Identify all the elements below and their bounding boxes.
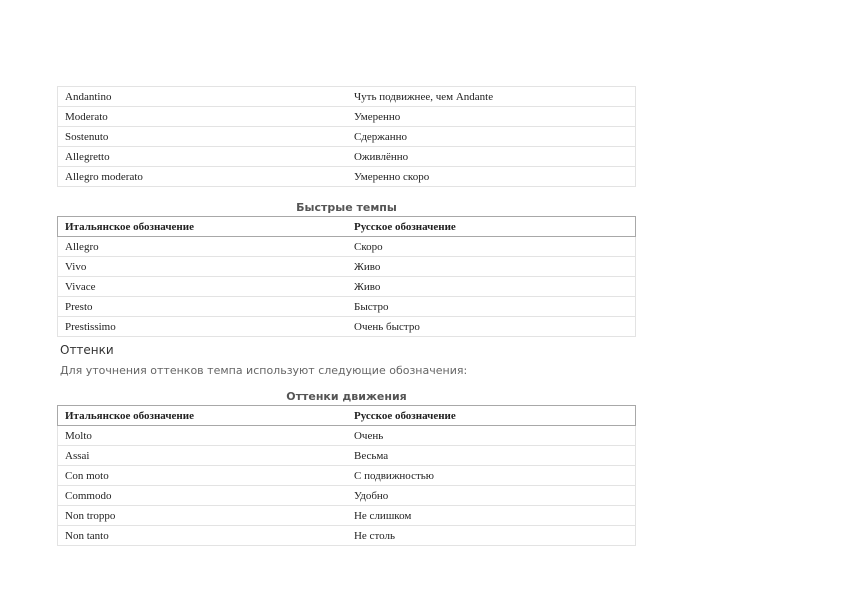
italian-term: Assai [58,446,347,466]
italian-term: Molto [58,426,347,446]
table-row [58,277,636,297]
italian-term: Vivo [58,257,348,277]
column-header-italian: Итальянское обозначение [58,406,347,426]
table-header-row [58,217,636,237]
russian-term: Умеренно [347,107,636,127]
italian-term: Non tanto [58,526,347,546]
table-row [58,526,636,546]
russian-term: Весьма [347,446,636,466]
russian-term: Очень быстро [347,317,636,337]
italian-term: Vivace [58,277,348,297]
italian-term: Con moto [58,466,347,486]
table-row [58,237,636,257]
tempo-table-fast [57,216,636,337]
russian-term: Живо [347,277,636,297]
italian-term: Sostenuto [58,127,347,147]
italian-term: Allegretto [58,147,347,167]
russian-term: Чуть подвижнее, чем Andante [347,87,636,107]
italian-term: Prestissimo [58,317,348,337]
table-row [58,107,636,127]
russian-term: Удобно [347,486,636,506]
russian-term: Не слишком [347,506,636,526]
italian-term: Andantino [58,87,347,107]
table-header-row [58,406,636,426]
italian-term: Presto [58,297,348,317]
italian-term: Non troppo [58,506,347,526]
table-row [58,486,636,506]
russian-term: Не столь [347,526,636,546]
italian-term: Allegro [58,237,348,257]
russian-term: Быстро [347,297,636,317]
table-row [58,506,636,526]
italian-term: Allegro moderato [58,167,347,187]
section-heading: Оттенки [60,343,114,357]
table-row [58,87,636,107]
column-header-russian: Русское обозначение [347,217,636,237]
table-caption-shades: Оттенки движения [286,390,407,403]
table-row [58,317,636,337]
russian-term: Живо [347,257,636,277]
table-row [58,257,636,277]
russian-term: С подвижностью [347,466,636,486]
russian-term: Скоро [347,237,636,257]
italian-term: Moderato [58,107,347,127]
column-header-russian: Русское обозначение [347,406,636,426]
table-row [58,127,636,147]
table-row [58,147,636,167]
table-row [58,297,636,317]
tempo-table-moderate [57,86,636,187]
table-row [58,426,636,446]
tempo-table-shades [57,405,636,546]
table-row [58,167,636,187]
section-paragraph: Для уточнения оттенков темпа используют следующие обозначения: [60,364,468,377]
table-row [58,446,636,466]
russian-term: Оживлённо [347,147,636,167]
russian-term: Умеренно скоро [347,167,636,187]
italian-term: Commodo [58,486,347,506]
russian-term: Сдержанно [347,127,636,147]
table-row [58,466,636,486]
table-caption-fast: Быстрые темпы [296,201,397,214]
russian-term: Очень [347,426,636,446]
column-header-italian: Итальянское обозначение [58,217,348,237]
